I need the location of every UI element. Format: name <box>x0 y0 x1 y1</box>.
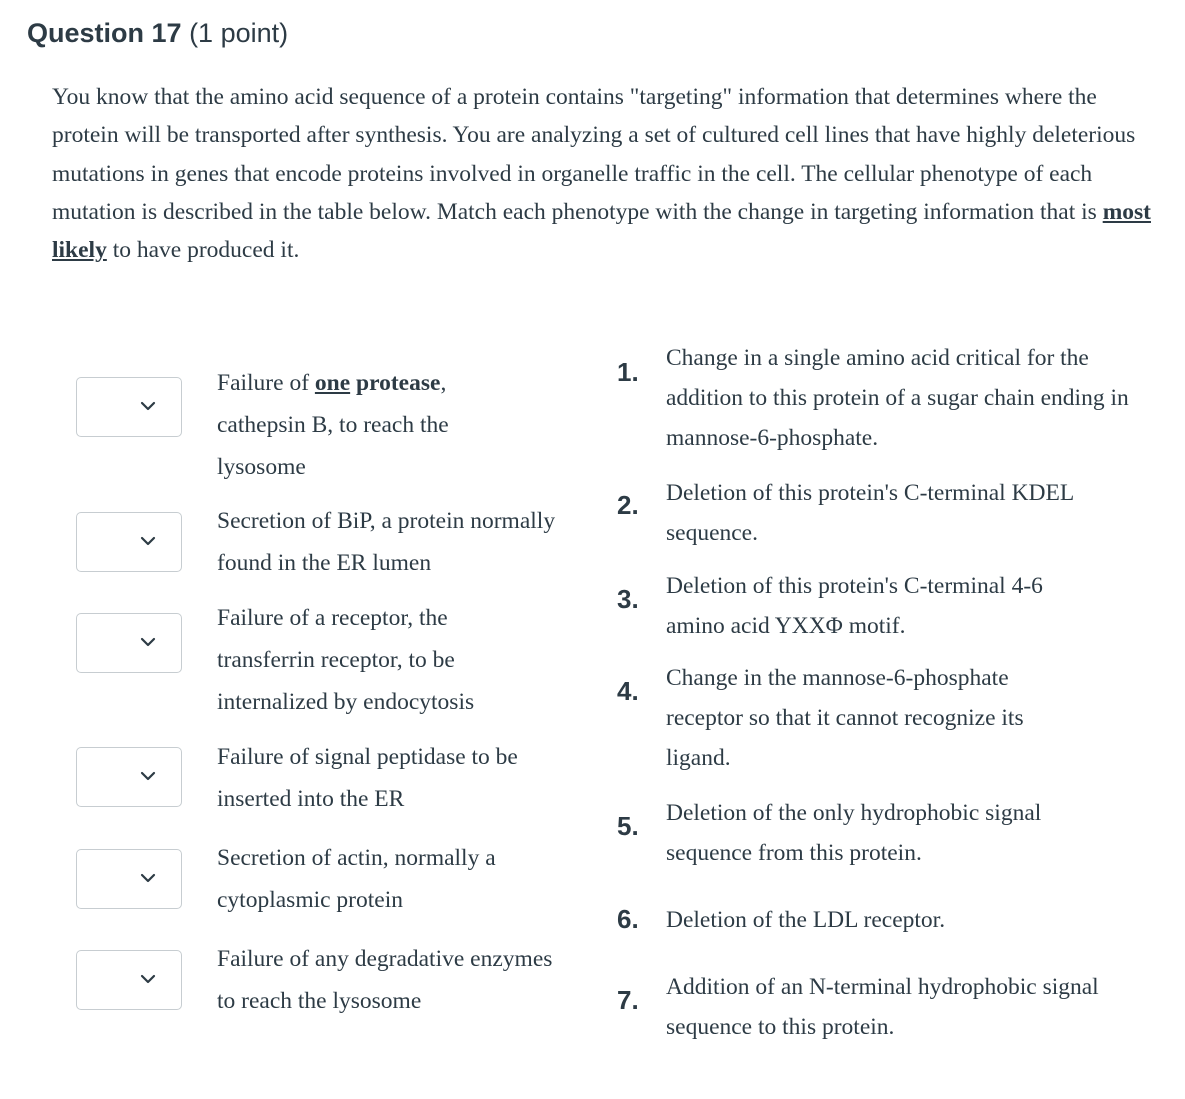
match-select-5[interactable] <box>76 849 182 909</box>
question-prompt <box>52 78 1152 269</box>
answer-3-text: Deletion of this protein's C-terminal 4-6 amino acid YXXΦ motif. <box>666 573 1043 639</box>
chevron-down-icon <box>139 769 157 783</box>
answer-5-number: 5. <box>617 811 639 841</box>
answer-1-text: Change in a single amino acid critical for the addition to this protein of a sugar chain ending in mannose-6-phosphate. <box>666 345 1129 451</box>
match-select-1[interactable] <box>76 377 182 437</box>
phenotype-5: Secretion of actin, normally a cytoplasmic protein <box>217 845 496 913</box>
phenotype-1-underline: one <box>314 370 351 396</box>
answer-4-number: 4. <box>617 676 639 706</box>
phenotype-1 <box>217 362 517 488</box>
prompt-text-1: You know that the amino acid sequence of a protein contains "targeting" information that determines where the protein will be transported after synthesis. You are analyzing a set of cultured cell lines that have highly deleterious mutations in genes that encode proteins involved in organelle traffic in the cell. The cellular phenotype of each mutation is described in the table below. Match each phenotype with the change in targeting information that is <box>52 84 1136 225</box>
prompt-emphasis: most likely <box>52 198 1151 264</box>
chevron-down-icon <box>139 871 157 885</box>
match-select-2[interactable] <box>76 512 182 572</box>
answer-2-number: 2. <box>617 490 639 520</box>
question-number: Question 17 <box>27 18 182 48</box>
question-header <box>27 18 288 49</box>
phenotype-6: Failure of any degradative enzymes to reach the lysosome <box>217 946 553 1014</box>
chevron-down-icon <box>139 635 157 649</box>
answer-6-number: 6. <box>617 904 639 934</box>
chevron-down-icon <box>139 534 157 548</box>
prompt-text-2: to have produced it. <box>106 237 300 264</box>
answer-3-number: 3. <box>617 584 639 614</box>
phenotype-1-post: , cathepsin B, to reach the lysosome <box>217 370 449 480</box>
answer-7-text: Addition of an N-terminal hydrophobic signal sequence to this protein. <box>666 974 1099 1040</box>
match-select-4[interactable] <box>76 747 182 807</box>
phenotype-1-pre: Failure of <box>217 370 315 396</box>
answer-4-text: Change in the mannose-6-phosphate receptor so that it cannot recognize its ligand. <box>666 665 1024 771</box>
match-select-6[interactable] <box>76 950 182 1010</box>
answer-6-text: Deletion of the LDL receptor. <box>666 907 946 933</box>
chevron-down-icon <box>139 399 157 413</box>
answer-2-text: Deletion of this protein's C-terminal KDEL sequence. <box>666 480 1074 546</box>
chevron-down-icon <box>139 972 157 986</box>
phenotype-3: Failure of a receptor, the transferrin receptor, to be internalized by endocytosis <box>217 605 475 715</box>
phenotype-2: Secretion of BiP, a protein normally found in the ER lumen <box>217 508 556 576</box>
answer-7-number: 7. <box>617 985 639 1015</box>
phenotype-1-bold: protease <box>350 370 441 396</box>
answer-5-text: Deletion of the only hydrophobic signal sequence from this protein. <box>666 800 1042 866</box>
match-select-3[interactable] <box>76 613 182 673</box>
phenotype-4: Failure of signal peptidase to be inserted into the ER <box>217 744 518 812</box>
answer-1-number: 1. <box>617 357 639 387</box>
question-points: (1 point) <box>189 18 289 48</box>
